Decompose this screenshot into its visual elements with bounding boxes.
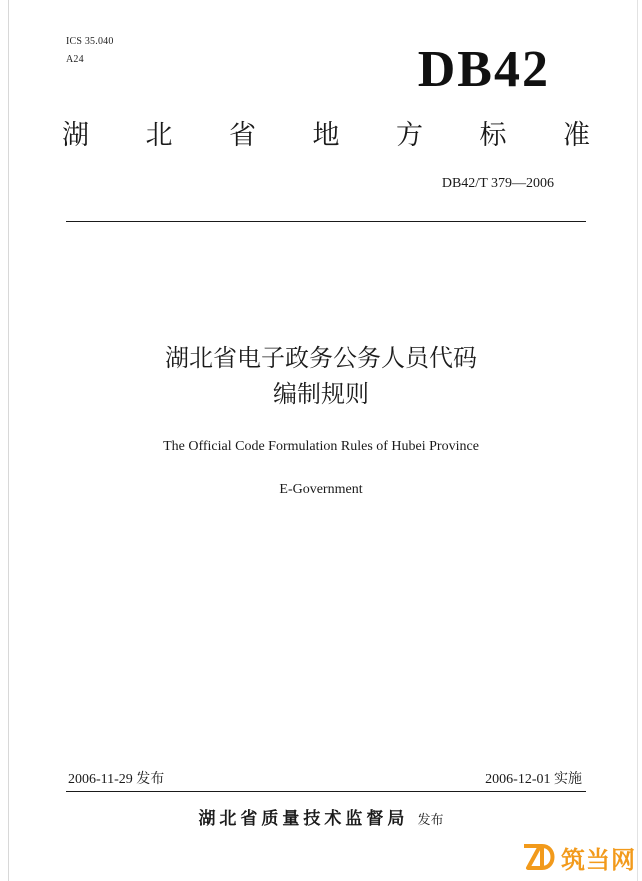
title-english-line-2: E-Government bbox=[279, 482, 363, 497]
bottom-divider bbox=[66, 791, 586, 792]
issuer-name: 湖北省质量技术监督局 bbox=[198, 809, 409, 829]
standard-type-char: 标 bbox=[479, 120, 507, 151]
implementation-date: 2006-12-01 实施 bbox=[485, 772, 582, 787]
category-code: A24 bbox=[66, 54, 84, 65]
watermark-logo-icon bbox=[520, 838, 558, 876]
title-chinese-line-1: 湖北省电子政务公务人员代码 bbox=[165, 344, 477, 372]
ics-code: ICS 35.040 bbox=[66, 36, 114, 47]
standard-type-char: 方 bbox=[396, 120, 423, 151]
issue-date: 2006-11-29 发布 bbox=[68, 772, 165, 787]
title-english-line-1: The Official Code Formulation Rules of Hubei Province bbox=[163, 439, 479, 454]
standard-type-char: 湖 bbox=[62, 120, 89, 151]
standard-type-char: 省 bbox=[229, 120, 256, 151]
watermark-text: 筑当网 bbox=[561, 845, 636, 874]
standard-type-char: 北 bbox=[145, 120, 173, 151]
standard-type-char: 地 bbox=[312, 120, 340, 151]
top-divider bbox=[66, 221, 586, 222]
issuer-line bbox=[0, 804, 642, 829]
watermark bbox=[520, 837, 636, 877]
db-code-heading: DB42 bbox=[417, 41, 550, 98]
standard-type-heading bbox=[62, 118, 590, 154]
standard-number: DB42/T 379—2006 bbox=[441, 176, 554, 191]
title-chinese-line-2: 编制规则 bbox=[273, 380, 369, 408]
standard-type-char: 准 bbox=[563, 120, 590, 151]
issuer-suffix: 发布 bbox=[417, 813, 444, 828]
